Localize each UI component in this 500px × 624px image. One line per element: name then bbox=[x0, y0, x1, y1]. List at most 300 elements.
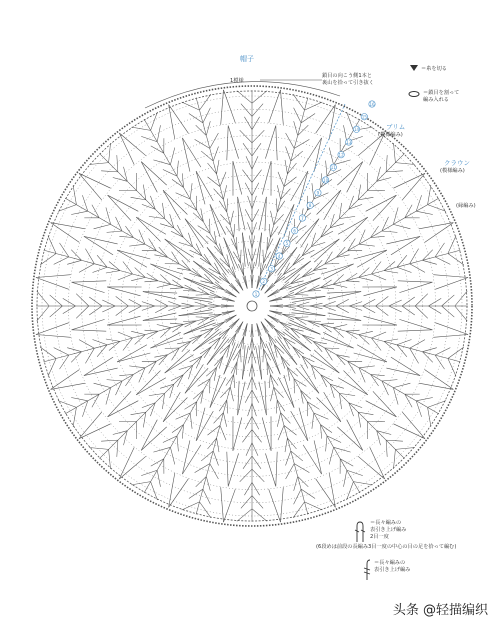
stitch-mark bbox=[145, 281, 159, 282]
crown-sub: (模様編み) bbox=[440, 168, 465, 174]
stitch-mark bbox=[293, 256, 302, 265]
feather-line bbox=[227, 452, 228, 487]
stitch-mark bbox=[211, 265, 220, 274]
stitch-mark bbox=[44, 359, 57, 362]
feather-line bbox=[182, 445, 201, 474]
stitch-mark bbox=[339, 393, 341, 409]
stitch-mark bbox=[106, 271, 120, 273]
stitch-mark bbox=[238, 279, 243, 291]
stitch-mark bbox=[359, 331, 373, 334]
stitch-mark bbox=[325, 258, 336, 265]
feather-line bbox=[281, 90, 284, 125]
stitch-mark bbox=[394, 449, 396, 469]
stitch-mark bbox=[279, 322, 289, 331]
feather-line bbox=[265, 453, 275, 486]
stitch-mark bbox=[125, 226, 133, 238]
stitch-mark bbox=[448, 250, 461, 253]
stitch-mark bbox=[283, 265, 292, 274]
stitch-mark bbox=[150, 403, 155, 416]
feather-line bbox=[141, 162, 167, 186]
stitch-mark bbox=[208, 304, 221, 306]
stitch-mark bbox=[428, 407, 439, 414]
stitch-mark bbox=[252, 143, 261, 156]
stitch-mark bbox=[198, 379, 210, 387]
stitch-mark bbox=[371, 274, 386, 280]
stitch-mark bbox=[67, 348, 81, 352]
stitch-mark bbox=[246, 156, 252, 169]
stitch-mark bbox=[267, 362, 273, 374]
stitch-mark bbox=[333, 284, 347, 287]
stitch-mark bbox=[147, 331, 158, 339]
stitch-mark bbox=[109, 163, 118, 172]
stitch-mark bbox=[442, 295, 455, 306]
stitch-mark bbox=[157, 125, 160, 142]
feather-line bbox=[179, 313, 213, 316]
feather-line bbox=[357, 345, 387, 362]
stitch-mark bbox=[242, 170, 252, 183]
feather-line bbox=[316, 105, 336, 134]
stitch-mark bbox=[276, 400, 277, 414]
stitch-mark bbox=[94, 224, 111, 228]
stitch-mark bbox=[217, 160, 219, 174]
stitch-mark bbox=[279, 282, 289, 291]
stitch-mark bbox=[295, 318, 306, 325]
stitch-mark bbox=[127, 181, 136, 190]
stitch-mark bbox=[302, 356, 314, 362]
stitch-mark bbox=[265, 319, 273, 329]
stitch-mark bbox=[127, 421, 136, 430]
stitch-mark bbox=[359, 368, 365, 383]
stitch-mark bbox=[428, 185, 431, 204]
stitch-mark bbox=[170, 447, 174, 464]
stitch-mark bbox=[277, 185, 280, 199]
stitch-mark bbox=[245, 183, 252, 196]
stitch-mark bbox=[382, 231, 398, 232]
stitch-mark bbox=[250, 337, 252, 350]
stitch-mark bbox=[182, 102, 200, 110]
stitch-mark bbox=[237, 349, 240, 362]
stitch-mark bbox=[312, 413, 314, 429]
symbol-note-1-line-2: 表引き上げ編み bbox=[370, 527, 407, 533]
stitch-mark bbox=[252, 403, 256, 416]
feather-line bbox=[433, 275, 468, 278]
stitch-mark bbox=[220, 258, 230, 267]
stitch-mark bbox=[305, 502, 308, 515]
stitch-mark bbox=[397, 267, 412, 272]
stitch-mark bbox=[307, 402, 308, 417]
stitch-mark bbox=[252, 390, 259, 403]
round-number-label: 9 bbox=[316, 190, 320, 196]
stitch-mark bbox=[397, 264, 410, 267]
stitch-mark bbox=[172, 280, 183, 288]
stitch-mark bbox=[196, 98, 199, 111]
stitch-mark bbox=[274, 345, 284, 354]
symbol-note-2-line-1: ＝長々編みの bbox=[374, 560, 406, 566]
stitch-mark bbox=[107, 231, 123, 232]
stitch-mark bbox=[139, 230, 145, 245]
feather-line bbox=[265, 126, 275, 159]
feather-line bbox=[179, 296, 213, 302]
stitch-mark bbox=[184, 413, 191, 424]
stitch-mark bbox=[93, 267, 108, 272]
stitch-mark bbox=[210, 133, 219, 148]
stitch-mark bbox=[314, 413, 321, 424]
stitch-mark bbox=[293, 254, 300, 265]
stitch-mark bbox=[252, 430, 262, 443]
stitch-mark bbox=[359, 277, 373, 280]
stitch-mark bbox=[296, 302, 309, 306]
stitch-mark bbox=[131, 277, 145, 280]
feather-line bbox=[278, 247, 297, 275]
stitch-mark bbox=[220, 345, 230, 354]
stitch-mark bbox=[320, 280, 331, 288]
feather-line bbox=[221, 487, 224, 522]
stitch-mark bbox=[149, 393, 165, 395]
stitch-mark bbox=[109, 440, 118, 449]
stitch-mark bbox=[185, 203, 197, 211]
feather-line bbox=[117, 345, 147, 362]
stitch-mark bbox=[240, 469, 252, 482]
stitch-mark bbox=[129, 299, 142, 306]
double-post-stitch-icon bbox=[354, 520, 366, 544]
stitch-mark bbox=[177, 225, 183, 237]
stitch-mark bbox=[171, 231, 183, 237]
stitch-mark bbox=[116, 296, 129, 306]
stitch-mark bbox=[197, 318, 210, 321]
feather-line bbox=[179, 296, 213, 299]
stitch-mark bbox=[99, 449, 108, 458]
stitch-mark bbox=[144, 119, 151, 130]
stitch-mark bbox=[102, 300, 115, 306]
round-number-label: 11 bbox=[330, 165, 336, 171]
stitch-mark bbox=[283, 306, 296, 308]
feather-line bbox=[256, 233, 262, 267]
stitch-mark bbox=[285, 160, 287, 174]
stitch-mark bbox=[147, 273, 158, 281]
stitch-mark bbox=[177, 436, 178, 452]
stitch-mark bbox=[371, 271, 384, 274]
stitch-mark bbox=[150, 196, 155, 209]
feather-line bbox=[398, 330, 433, 331]
feather-line bbox=[185, 219, 208, 244]
stitch-mark bbox=[131, 127, 150, 130]
feather-line bbox=[393, 424, 425, 439]
stitch-mark bbox=[202, 277, 213, 284]
stitch-mark bbox=[250, 262, 252, 275]
stitch-mark bbox=[296, 306, 309, 310]
stitch-mark bbox=[268, 315, 279, 323]
stitch-mark bbox=[339, 209, 348, 218]
stitch-mark bbox=[302, 244, 308, 256]
stitch-mark bbox=[268, 292, 280, 297]
stitch-mark bbox=[416, 211, 433, 214]
stitch-mark bbox=[263, 250, 264, 263]
feather-line bbox=[283, 332, 311, 351]
stitch-mark bbox=[346, 330, 360, 331]
stitch-mark bbox=[247, 377, 252, 390]
stitch-mark bbox=[210, 464, 219, 479]
stitch-mark bbox=[224, 200, 227, 213]
stitch-mark bbox=[202, 256, 211, 265]
stitch-mark bbox=[294, 379, 295, 394]
stitch-mark bbox=[376, 306, 389, 316]
round-number-label: 4 bbox=[277, 253, 281, 259]
stitch-mark bbox=[228, 333, 237, 343]
stitch-mark bbox=[44, 250, 57, 253]
stitch-mark bbox=[210, 149, 213, 162]
stitch-mark bbox=[261, 322, 266, 334]
stitch-mark bbox=[386, 440, 395, 449]
round-number-label: 7 bbox=[301, 215, 304, 221]
stitch-mark bbox=[268, 333, 277, 343]
stitch-mark bbox=[176, 413, 191, 419]
stitch-mark bbox=[348, 244, 359, 251]
stitch-mark bbox=[123, 338, 133, 351]
stitch-mark bbox=[252, 104, 263, 117]
stitch-mark bbox=[174, 375, 183, 384]
feather-line bbox=[165, 239, 190, 262]
stitch-mark bbox=[235, 322, 243, 333]
feather-line bbox=[117, 353, 150, 362]
stitch-mark bbox=[226, 226, 234, 237]
stitch-mark bbox=[155, 299, 168, 306]
stitch-mark bbox=[277, 201, 285, 212]
feather-line bbox=[242, 233, 248, 267]
feather-line bbox=[292, 310, 326, 316]
stitch-mark bbox=[245, 390, 252, 403]
stitch-mark bbox=[120, 271, 133, 274]
stitch-mark bbox=[149, 216, 165, 218]
stitch-mark bbox=[346, 278, 359, 281]
stitch-mark bbox=[249, 364, 252, 377]
stitch-mark bbox=[252, 209, 259, 222]
stitch-mark bbox=[248, 350, 252, 363]
oval-icon bbox=[408, 90, 420, 98]
stitch-mark bbox=[65, 407, 76, 414]
stitch-mark bbox=[359, 368, 370, 375]
stitch-mark bbox=[172, 348, 180, 360]
stitch-mark bbox=[302, 247, 311, 256]
feather-line bbox=[72, 319, 105, 329]
stitch-mark bbox=[353, 482, 360, 493]
stitch-mark bbox=[320, 324, 331, 332]
stitch-mark bbox=[142, 306, 155, 310]
feather-line bbox=[233, 161, 242, 194]
feather-line bbox=[72, 282, 105, 292]
stitch-mark bbox=[386, 155, 387, 172]
stitch-mark bbox=[294, 108, 302, 123]
feather-line bbox=[316, 479, 336, 508]
stitch-mark bbox=[131, 331, 145, 334]
feather-line bbox=[354, 250, 387, 259]
stitch-mark bbox=[162, 393, 164, 409]
stitch-mark bbox=[222, 297, 234, 302]
stitch-mark bbox=[95, 264, 108, 267]
stitch-mark bbox=[220, 172, 226, 187]
feather-line bbox=[169, 105, 189, 134]
stitch-mark bbox=[215, 282, 225, 291]
feather-line bbox=[419, 383, 453, 389]
stitch-mark bbox=[265, 285, 275, 293]
stitch-mark bbox=[184, 188, 191, 199]
stitch-mark bbox=[99, 153, 108, 162]
stitch-mark bbox=[155, 306, 168, 313]
feather-line bbox=[207, 247, 226, 275]
feather-line bbox=[242, 233, 245, 267]
feather-line bbox=[165, 350, 190, 373]
legend-chain-insert-line-2: 編み入れる bbox=[423, 97, 449, 103]
stitch-mark bbox=[123, 262, 133, 275]
stitch-mark bbox=[195, 302, 208, 306]
stitch-mark bbox=[76, 306, 89, 318]
stitch-mark bbox=[200, 258, 211, 265]
stitch-mark bbox=[455, 291, 468, 306]
stitch-mark bbox=[291, 151, 303, 161]
stitch-mark bbox=[101, 171, 118, 172]
round-number-label: 16 bbox=[369, 101, 375, 107]
stitch-mark bbox=[142, 302, 155, 306]
stitch-mark bbox=[264, 252, 271, 263]
stitch-mark bbox=[320, 324, 333, 327]
stitch-mark bbox=[243, 143, 252, 156]
stitch-mark bbox=[249, 236, 252, 249]
stitch-mark bbox=[245, 416, 252, 429]
stitch-mark bbox=[348, 250, 363, 251]
stitch-mark bbox=[230, 211, 233, 225]
stitch-mark bbox=[371, 262, 381, 275]
stitch-mark bbox=[243, 456, 252, 469]
stitch-mark bbox=[208, 177, 221, 187]
stitch-mark bbox=[213, 451, 218, 466]
stitch-mark bbox=[48, 236, 56, 254]
feather-line bbox=[269, 489, 281, 522]
stitch-mark bbox=[270, 374, 273, 387]
feather-line bbox=[291, 171, 308, 201]
stitch-mark bbox=[267, 239, 273, 251]
feather-line bbox=[84, 368, 118, 376]
stitch-mark bbox=[107, 380, 123, 381]
round-number-label: 8 bbox=[308, 203, 312, 209]
stitch-mark bbox=[217, 174, 220, 187]
feather-line bbox=[425, 223, 454, 243]
stitch-mark bbox=[196, 244, 202, 256]
stitch-mark bbox=[416, 398, 433, 401]
stitch-mark bbox=[242, 430, 252, 443]
feather-line bbox=[84, 236, 113, 255]
stitch-mark bbox=[174, 228, 183, 237]
stitch-mark bbox=[204, 379, 211, 390]
feather-line bbox=[51, 370, 80, 390]
stitch-mark bbox=[241, 349, 242, 362]
stitch-mark bbox=[93, 340, 108, 345]
stitch-mark bbox=[117, 440, 118, 457]
feather-line bbox=[373, 195, 397, 221]
stitch-mark bbox=[274, 275, 283, 284]
feather-line bbox=[179, 310, 213, 316]
stitch-mark bbox=[325, 252, 333, 264]
stitch-mark bbox=[293, 258, 304, 265]
stitch-mark bbox=[371, 338, 381, 351]
stitch-mark bbox=[362, 299, 375, 306]
legend-chain-insert-line-1: ＝鎖目を割って bbox=[423, 90, 460, 96]
feather-line bbox=[310, 239, 339, 257]
stitch-mark bbox=[206, 476, 210, 490]
feather-line bbox=[165, 239, 194, 257]
triangle-icon bbox=[410, 64, 418, 72]
feather-line bbox=[193, 332, 221, 351]
stitch-mark bbox=[348, 361, 356, 373]
symbol-note-2-line-2: 表引き上げ編み bbox=[374, 567, 411, 573]
stitch-mark bbox=[227, 400, 228, 414]
stitch-mark bbox=[274, 328, 283, 337]
feather-line bbox=[314, 138, 322, 172]
stitch-mark bbox=[349, 403, 358, 412]
feather-line bbox=[329, 473, 335, 507]
stitch-mark bbox=[285, 438, 287, 452]
stitch-mark bbox=[307, 402, 314, 413]
stitch-mark bbox=[293, 347, 300, 358]
stitch-mark bbox=[339, 203, 341, 219]
stitch-mark bbox=[346, 281, 360, 282]
stitch-mark bbox=[201, 151, 213, 161]
feather-line bbox=[296, 219, 319, 244]
stitch-mark bbox=[428, 407, 431, 426]
stitch-mark bbox=[325, 348, 333, 360]
stitch-mark bbox=[89, 163, 109, 165]
stitch-mark bbox=[305, 102, 323, 110]
stitch-mark bbox=[244, 117, 252, 130]
stitch-mark bbox=[295, 318, 308, 321]
stitch-mark bbox=[196, 356, 202, 368]
stitch-mark bbox=[320, 288, 334, 289]
stitch-mark bbox=[349, 200, 358, 209]
feather-line bbox=[391, 236, 420, 255]
stitch-mark bbox=[230, 387, 233, 401]
feather-line bbox=[182, 440, 190, 474]
stitch-mark bbox=[89, 297, 102, 306]
stitch-mark bbox=[308, 285, 320, 291]
stitch-mark bbox=[359, 238, 370, 245]
stitch-mark bbox=[204, 274, 213, 284]
feather-line bbox=[108, 195, 132, 221]
top-note-line-1: 鎖目の向こう側1本と bbox=[322, 73, 372, 79]
stitch-mark bbox=[326, 161, 327, 177]
stitch-mark bbox=[321, 375, 333, 381]
stitch-mark bbox=[278, 425, 284, 440]
row1-pattern-label: 1模様 bbox=[230, 78, 244, 84]
stitch-mark bbox=[190, 250, 202, 256]
stitch-mark bbox=[252, 337, 254, 350]
stitch-mark bbox=[397, 345, 407, 357]
feather-line bbox=[227, 126, 228, 161]
stitch-mark bbox=[415, 294, 428, 306]
stitch-mark bbox=[211, 337, 220, 346]
stitch-mark bbox=[323, 301, 336, 306]
feather-line bbox=[117, 250, 147, 267]
feather-line bbox=[357, 250, 387, 267]
feather-line bbox=[224, 489, 236, 522]
feather-line bbox=[314, 440, 322, 474]
stitch-mark bbox=[182, 303, 195, 306]
stitch-mark bbox=[314, 413, 329, 419]
stitch-mark bbox=[448, 236, 456, 254]
stitch-mark bbox=[336, 299, 349, 306]
stitch-mark bbox=[321, 225, 327, 237]
stitch-mark bbox=[176, 193, 191, 199]
stitch-mark bbox=[422, 348, 436, 352]
stitch-mark bbox=[129, 366, 145, 368]
stitch-mark bbox=[241, 496, 252, 509]
